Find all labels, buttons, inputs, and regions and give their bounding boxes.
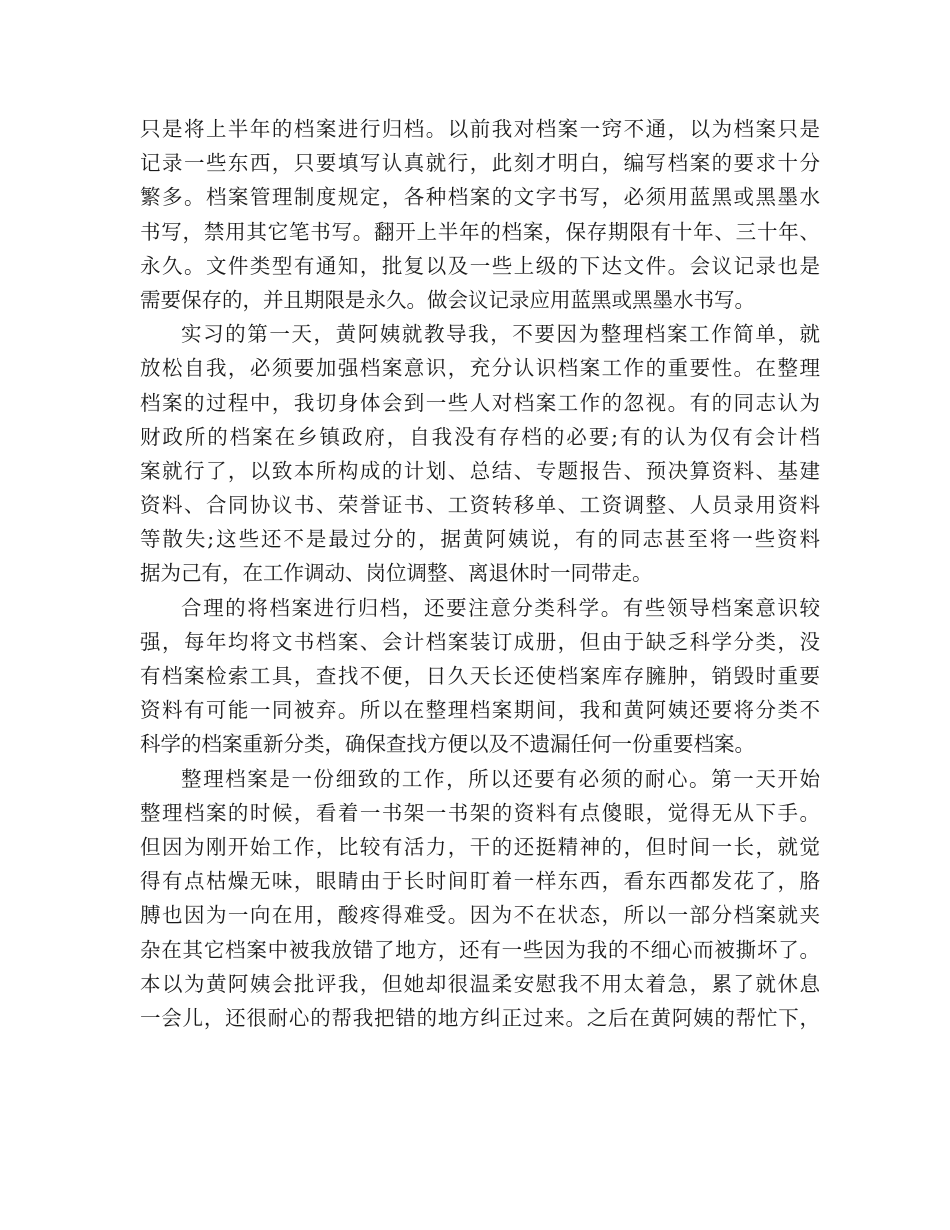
text-line: 档案的过程中，我切身体会到一些人对档案工作的忽视。有的同志认为: [140, 390, 820, 415]
text-line: 膊也因为一向在用，酸疼得难受。因为不在状态，所以一部分档案就夹: [140, 903, 820, 928]
text-line: 只是将上半年的档案进行归档。以前我对档案一窍不通，以为档案只是: [140, 117, 820, 141]
text-line: 实习的第一天，黄阿姨就教导我，不要因为整理档案工作简单，就: [181, 322, 820, 347]
text-line: 资料有可能一同被弃。所以在整理档案期间，我和黄阿姨还要将分类不: [140, 698, 820, 723]
text-line: 科学的档案重新分类，确保查找方便以及不遗漏任何一份重要档案。: [140, 732, 755, 757]
text-line: 财政所的档案在乡镇政府，自我没有存档的必要;有的认为仅有会计档: [140, 424, 820, 449]
text-line: 需要保存的，并且期限是永久。做会议记录应用蓝黑或黑墨水书写。: [140, 287, 755, 312]
text-line: 整理档案的时候，看着一书架一书架的资料有点傻眼，觉得无从下手。: [140, 800, 820, 825]
paragraph-1: [140, 112, 820, 317]
text-line: 但因为刚开始工作，比较有活力，干的还挺精神的，但时间一长，就觉: [140, 834, 820, 859]
document-body: [140, 112, 820, 1035]
text-line: 繁多。档案管理制度规定，各种档案的文字书写，必须用蓝黑或黑墨水: [140, 185, 820, 210]
paragraph-4: [140, 762, 820, 1036]
text-line: 永久。文件类型有通知，批复以及一些上级的下达文件。会议记录也是: [140, 253, 820, 278]
text-line: 等散失;这些还不是最过分的，据黄阿姨说，有的同志甚至将一些资料: [140, 527, 820, 552]
text-line: 放松自我，必须要加强档案意识，充分认识档案工作的重要性。在整理: [140, 356, 820, 381]
text-line: 一会儿，还很耐心的帮我把错的地方纠正过来。之后在黄阿姨的帮忙下，: [140, 1005, 820, 1030]
text-line: 杂在其它档案中被我放错了地方，还有一些因为我的不细心而被撕坏了。: [140, 937, 820, 962]
paragraph-3: [140, 591, 820, 762]
text-line: 据为己有，在工作调动、岗位调整、离退休时一同带走。: [140, 561, 653, 586]
text-line: 本以为黄阿姨会批评我，但她却很温柔安慰我不用太着急，累了就休息: [140, 971, 820, 996]
text-line: 案就行了，以致本所构成的计划、总结、专题报告、预决算资料、基建: [140, 458, 820, 483]
paragraph-2: [140, 317, 820, 591]
text-line: 合理的将档案进行归档，还要注意分类科学。有些领导档案意识较: [181, 595, 820, 620]
text-line: 有档案检索工具，查找不便，日久天长还使档案库存臃肿，销毁时重要: [140, 664, 820, 688]
text-line: 得有点枯燥无味，眼睛由于长时间盯着一样东西，看东西都发花了，胳: [140, 869, 820, 894]
text-line: 书写，禁用其它笔书写。翻开上半年的档案，保存期限有十年、三十年、: [140, 219, 820, 244]
text-line: 记录一些东西，只要填写认真就行，此刻才明白，编写档案的要求十分: [140, 151, 820, 176]
text-line: 强，每年均将文书档案、会计档案装订成册，但由于缺乏科学分类，没: [140, 629, 820, 654]
text-line: 整理档案是一份细致的工作，所以还要有必须的耐心。第一天开始: [181, 766, 820, 791]
text-line: 资料、合同协议书、荣誉证书、工资转移单、工资调整、人员录用资料: [140, 493, 820, 518]
